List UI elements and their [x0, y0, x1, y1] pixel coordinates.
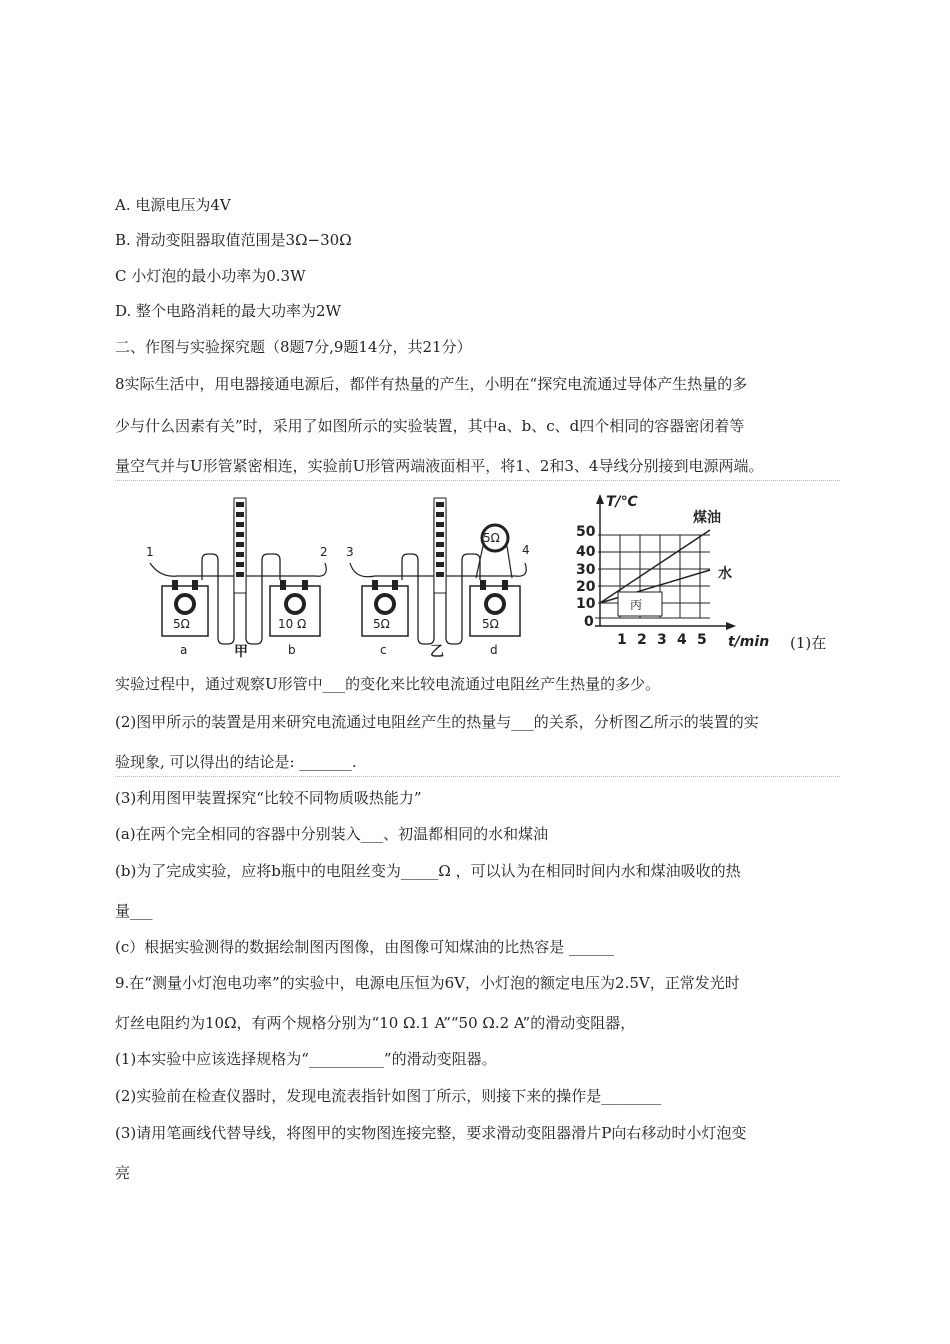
- xtick-3: 3: [657, 632, 667, 648]
- wire-label-4: 4: [522, 543, 530, 557]
- option-b: B. 滑动变阻器取值范围是3Ω−30Ω: [115, 231, 352, 249]
- resistor-external-label: 5Ω: [483, 531, 500, 545]
- caption-jia: 甲: [234, 644, 248, 660]
- divider-2: [115, 776, 840, 777]
- resistor-a-label: 5Ω: [173, 617, 190, 631]
- q8-intro-line1: 8实际生活中，用电器接通电源后，都伴有热量的产生，小明在“探究电流通过导体产生热量的多: [115, 375, 748, 393]
- xtick-4: 4: [677, 632, 687, 648]
- container-a-label: a: [180, 643, 188, 657]
- q8-p3b-line1: (b)为了完成实验，应将b瓶中的电阻丝变为_____Ω ，可以认为在相同时间内水和煤油吸收的热: [115, 862, 741, 880]
- q8-p3c: (c）根据实验测得的数据绘制图丙图像，由图像可知煤油的比热容是 ______: [115, 938, 615, 956]
- ytick-50: 50: [576, 524, 596, 540]
- q8-intro-line2: 少与什么因素有关”时，采用了如图所示的实验装置，其中a、b、c、d四个相同的容器密闭着等: [115, 417, 745, 435]
- experiment-figure: [140, 488, 790, 660]
- series-water-label: 水: [718, 566, 732, 582]
- q8-p3: (3)利用图甲装置探究“比较不同物质吸热能力”: [115, 789, 422, 807]
- q9-intro-line2: 灯丝电阻约为10Ω，有两个规格分别为“10 Ω.1 A”“50 Ω.2 A”的滑动变阻器，: [115, 1014, 636, 1032]
- q9-intro-line1: 9.在“测量小灯泡电功率”的实验中，电源电压恒为6V，小灯泡的额定电压为2.5V，正常发光时: [115, 974, 740, 992]
- option-c: C 小灯泡的最小功率为0.3W: [115, 267, 306, 285]
- container-c-label: c: [380, 643, 387, 657]
- series-kerosene-label: 煤油: [693, 510, 721, 526]
- container-b-label: b: [288, 643, 296, 657]
- ytick-40: 40: [576, 544, 596, 560]
- xtick-1: 1: [617, 632, 627, 648]
- q8-intro-line3: 量空气并与U形管紧密相连，实验前U形管两端液面相平，将1、2和3、4导线分别接到电源两端。: [115, 457, 764, 475]
- xtick-5: 5: [697, 632, 707, 648]
- x-axis-label: t/min: [728, 634, 770, 650]
- q9-p1: (1)本实验中应该选择规格为“__________”的滑动变阻器。: [115, 1050, 497, 1068]
- q8-p1: 实验过程中，通过观察U形管中___的变化来比较电流通过电阻丝产生热量的多少。: [115, 675, 661, 693]
- ytick-10: 10: [576, 596, 596, 612]
- graph-bing: [576, 494, 769, 650]
- caption-yi: 乙: [430, 644, 444, 660]
- ytick-20: 20: [576, 579, 596, 595]
- option-d: D. 整个电路消耗的最大功率为2W: [115, 302, 341, 320]
- apparatus-jia: [146, 498, 328, 660]
- q8-p3a: (a)在两个完全相同的容器中分别装入___、初温都相同的水和煤油: [115, 825, 549, 843]
- resistor-b-label: 10 Ω: [278, 617, 307, 631]
- q8-p1-start: (1)在: [790, 634, 827, 652]
- y-axis-label: T/℃: [606, 494, 638, 510]
- q8-p3b-line2: 量___: [115, 902, 153, 920]
- container-d-label: d: [490, 643, 498, 657]
- ytick-0: 0: [584, 614, 594, 630]
- q8-p2-line2: 验现象, 可以得出的结论是: _______.: [115, 753, 357, 771]
- wire-label-2: 2: [320, 545, 328, 559]
- caption-bing: 丙: [630, 598, 643, 612]
- option-a: A. 电源电压为4V: [115, 196, 231, 214]
- apparatus-yi: [346, 498, 530, 660]
- wire-label-1: 1: [146, 545, 154, 559]
- section-heading: 二、作图与实验探究题（8题7分,9题14分，共21分）: [115, 338, 472, 356]
- q9-p3-line2: 亮: [115, 1164, 131, 1182]
- q9-p2: (2)实验前在检查仪器时，发现电流表指针如图丁所示，则接下来的操作是________: [115, 1087, 662, 1105]
- resistor-d-label: 5Ω: [482, 617, 499, 631]
- q8-p2-line1: (2)图甲所示的装置是用来研究电流通过电阻丝产生的热量与___的关系，分析图乙所示的装置的实: [115, 713, 759, 731]
- wire-label-3: 3: [346, 545, 354, 559]
- q9-p3-line1: (3)请用笔画线代替导线，将图甲的实物图连接完整，要求滑动变阻器滑片P向右移动时小灯泡变: [115, 1124, 747, 1142]
- ytick-30: 30: [576, 562, 596, 578]
- divider: [115, 480, 840, 481]
- xtick-2: 2: [637, 632, 647, 648]
- resistor-c-label: 5Ω: [373, 617, 390, 631]
